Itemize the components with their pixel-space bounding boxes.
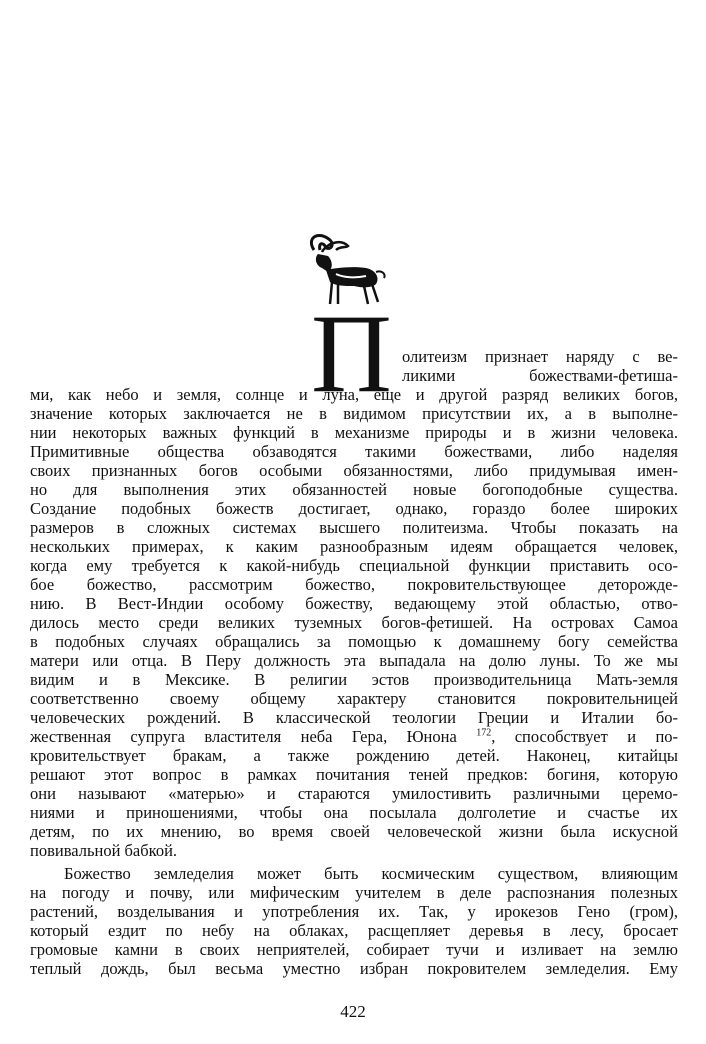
text-line: олитеизм признает наряду с ве- [402,347,678,366]
text-line: матери или отца. В Перу должность эта выпадала на долю луны. То же мы [30,651,678,670]
text-line [30,727,678,746]
footnote-marker[interactable]: 172 [476,727,492,739]
text-line: в подобных случаях обращались за помощью к домашнему богу семейства [30,632,678,651]
text-line: который ездит по небу на облаках, расщепляет деревья в лесу, бросает [30,921,678,940]
text-line: на погоду и почву, или мифическим учителем в деле распознания полезных [30,883,678,902]
text-line: видим и в Мексике. В религии эстов производительница Мать-земля [30,670,678,689]
text-line: детям, по их мнению, во время своей человеческой жизни была искусной [30,822,678,841]
text-line: размеров в сложных системах высшего политеизма. Чтобы показать на [30,518,678,537]
drop-cap: П [311,292,392,416]
text-line: они называют «матерью» и стараются умилостивить различными церемо- [30,784,678,803]
text-segment: жественная супруга властителя неба Гера, Юнона [30,727,457,746]
text-line: своих признанных богов особыми обязанностями, либо придумывая имен- [30,461,678,480]
text-line: Создание подобных божеств достигает, однако, гораздо более широких [30,499,678,518]
text-line: кровительствует бракам, а также рождению детей. Наконец, китайцы [30,746,678,765]
text-line: громовые камни в своих неприятелей, собирает тучи и изливает на землю [30,940,678,959]
text-line: но для выполнения этих обязанностей новые богоподобные существа. [30,480,678,499]
text-line: ниями и приношениями, чтобы она посылала долголетие и счастье их [30,803,678,822]
text-line: Примитивные общества обзаводятся такими божествами, либо наделяя [30,442,678,461]
text-line: растений, возделывания и употребления их. Так, у ирокезов Гено (гром), [30,902,678,921]
text-line: повивальной бабкой. [30,841,178,860]
text-line: нии некоторых важных функций в механизме природы и в жизни человека. [30,423,678,442]
text-line: бое божество, рассмотрим божество, покровительствующее деторожде- [30,575,678,594]
text-line: значение которых заключается не в видимом присутствии их, а в выполне- [30,404,678,423]
text-line: нию. В Вест-Индии особому божеству, ведающему этой областью, отво- [30,594,678,613]
text-line: ликими божествами-фетиша- [402,366,678,385]
page-number: 422 [340,1002,366,1021]
text-line: дилось место среди великих туземных богов-фетишей. На островах Самоа [30,613,678,632]
text-line: ми, как небо и земля, солнце и луна, еще и другой разряд великих богов, [30,385,678,404]
text-line: нескольких примерах, к каким разнообразным идеям обращается человек, [30,537,678,556]
text-line: когда ему требуется к какой-нибудь специальной функции приставить осо- [30,556,678,575]
text-line: соответственно своему общему характеру становится покровительницей [30,689,678,708]
text-line: решают этот вопрос в рамках почитания теней предков: богиня, которую [30,765,678,784]
text-line: Божество земледелия может быть космическим существом, влияющим [64,864,678,883]
text-line: человеческих рождений. В классической теологии Греции и Италии бо- [30,708,678,727]
text-segment: , способствует и по- [491,727,679,746]
text-line: теплый дождь, был весьма уместно избран покровителем земледелия. Ему [30,959,678,978]
